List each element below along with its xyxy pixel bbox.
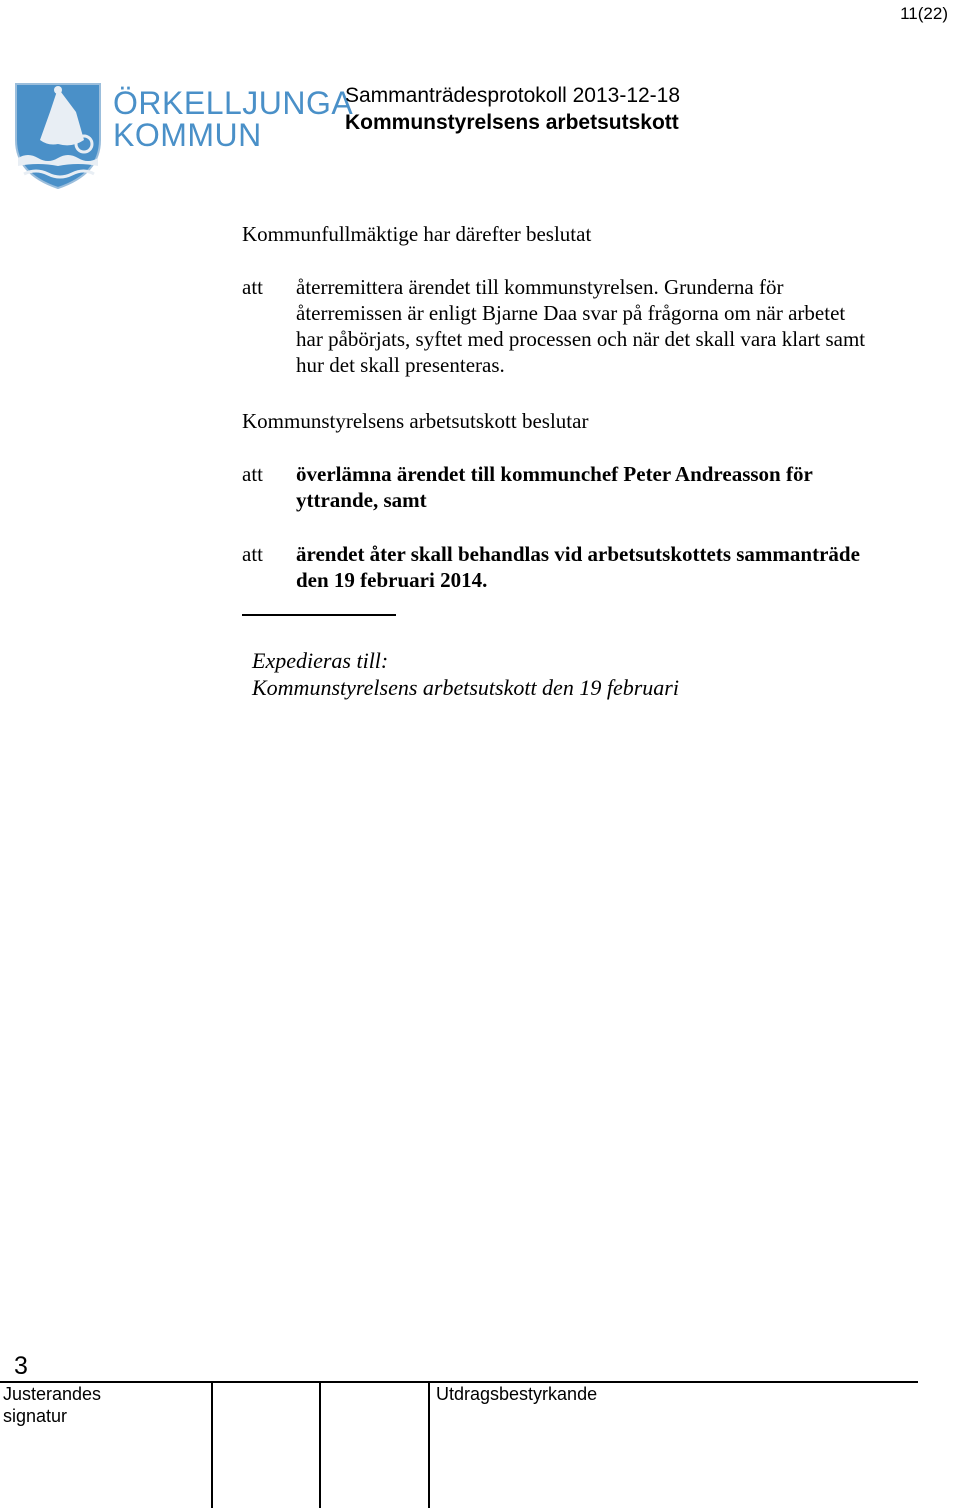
page-number: 11(22) xyxy=(900,4,948,23)
footer-divider xyxy=(0,1381,918,1383)
att-label: att xyxy=(242,542,263,566)
decision-item: överlämna ärendet till kommunchef Peter Andreasson för yttrande, samt xyxy=(296,462,813,512)
footer-signatur-label: signatur xyxy=(3,1406,68,1426)
footer-justerandes-label: Justerandes xyxy=(3,1384,102,1404)
separator-line xyxy=(242,614,396,616)
footer-column-divider xyxy=(319,1382,321,1508)
expedieras-recipient: Kommunstyrelsens arbetsutskott den 19 februari xyxy=(252,675,679,700)
logo-text-kommun: KOMMUN xyxy=(113,117,262,153)
footer-section-number: 3 xyxy=(14,1352,28,1380)
logo-text-orkelljunga: ÖRKELLJUNGA xyxy=(113,85,354,121)
footer-utdragsbestyrkande-label: Utdragsbestyrkande xyxy=(436,1384,598,1404)
expedieras-label: Expedieras till: xyxy=(252,648,389,673)
footer-column-divider xyxy=(428,1382,430,1508)
att-label: att xyxy=(242,275,263,299)
protocol-title: Sammanträdesprotokoll 2013-12-18 xyxy=(345,84,681,107)
att-label: att xyxy=(242,462,263,486)
decision-heading: Kommunstyrelsens arbetsutskott beslutar xyxy=(242,409,589,433)
decision-item: ärendet åter skall behandlas vid arbetsutskottets sammanträde den 19 februari 2014. xyxy=(296,542,860,592)
committee-title: Kommunstyrelsens arbetsutskott xyxy=(345,111,679,134)
remand-paragraph: återremittera ärendet till kommunstyrelsen. Grunderna för återremissen är enligt Bjarne Daa svar på frågorna om när arbetet har påbörjats, syftet med processen och när det skall vara klart samt hur det skall presenteras. xyxy=(296,275,866,377)
shield-icon xyxy=(14,82,102,190)
footer-column-divider xyxy=(211,1382,213,1508)
intro-text: Kommunfullmäktige har därefter beslutat xyxy=(242,222,592,246)
municipality-logo xyxy=(14,82,102,190)
